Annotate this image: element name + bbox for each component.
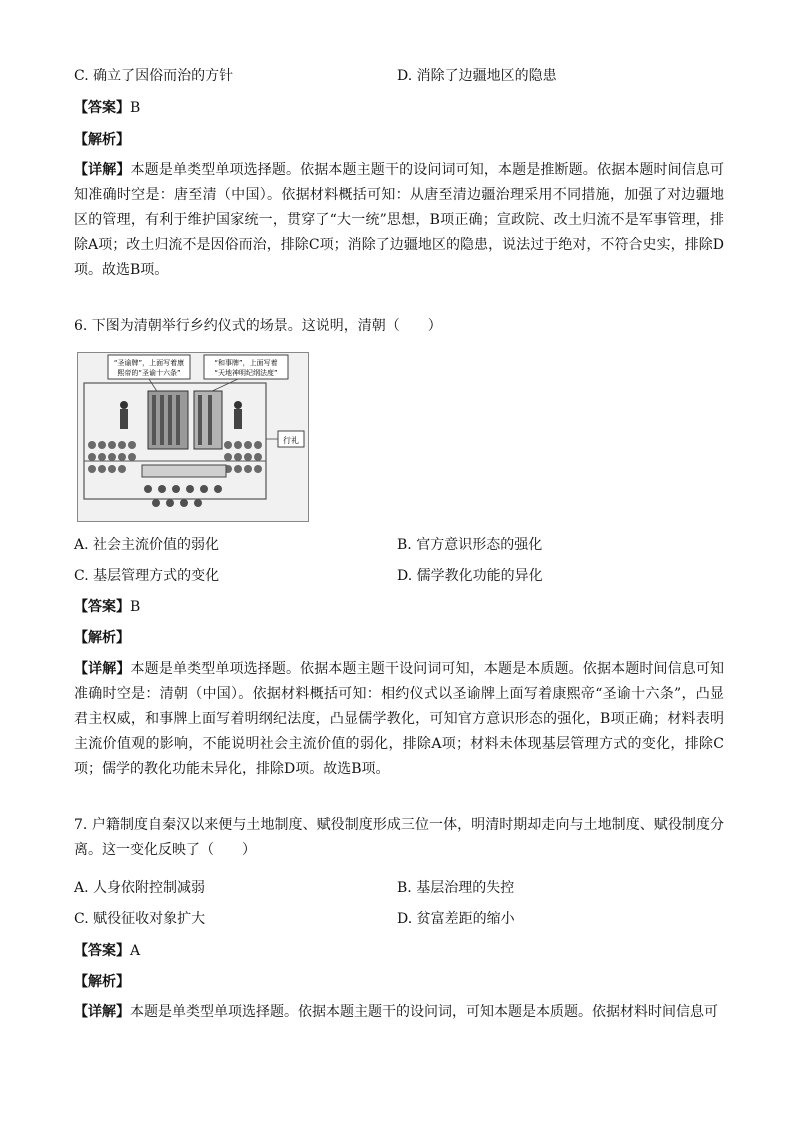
- q6-answer: [74, 597, 140, 617]
- label-left-2: 熙帝的“圣谕十六条”: [117, 369, 181, 377]
- q7-option-d[interactable]: D. 贫富差距的缩小: [397, 911, 515, 927]
- answer-value: B: [130, 599, 141, 615]
- ceremony-drawing: [78, 353, 308, 521]
- analysis-label: 【解析】: [74, 630, 130, 646]
- analysis-label: 【解析】: [74, 132, 130, 148]
- q5-detail: [74, 158, 724, 283]
- q6-detail: [74, 657, 724, 782]
- q6-option-d[interactable]: D. 儒学教化功能的异化: [397, 568, 543, 584]
- answer-value: B: [130, 100, 141, 116]
- q7-analysis-label: [74, 972, 130, 992]
- answer-value: A: [130, 943, 141, 959]
- detail-text: 本题是单类型单项选择题。依据本题主题干的设问词可知，本题是推断题。依据本题时间信息可知准确时空是：唐至清（中国）。依据材料概括可知：从唐至清边疆治理采用不同措施，加强了对边疆地区的管理，有利于维护国家统一，贯穿了“大一统”思想，B项正确；宣政院、改土归流不是军事管理，排除A项；改土归流不是因俗而治，排除C项；消除了边疆地区的隐患，说法过于绝对，不符合史实，排除D项。故选B项。: [74, 162, 725, 278]
- q6-option-c[interactable]: C. 基层管理方式的变化: [74, 568, 220, 584]
- detail-label: 【详解】: [74, 1004, 130, 1020]
- label-right-1: “和事牌”，上面写着: [214, 359, 278, 367]
- label-side: 行礼: [283, 436, 299, 445]
- q6-analysis-label: [74, 628, 130, 648]
- q7-stem: 7. 户籍制度自秦汉以来便与土地制度、赋役制度形成三位一体，明清时期却走向与土地制度、赋役制度分离。这一变化反映了（ ）: [74, 817, 724, 858]
- detail-text: 本题是单类型单项选择题。依据本题主题干设问词可知，本题是本质题。依据本题时间信息可知准确时空是：清朝（中国）。依据材料概括可知：相约仪式以圣谕牌上面写着康熙帝“圣谕十六条”，凸显君主权威，和事牌上面写着明纲纪法度，凸显儒学教化，可知官方意识形态的强化，B项正确；材料表明主流价值观的影响，不能说明社会主流价值的弱化，排除A项；材料未体现基层管理方式的变化，排除C项；儒学的教化功能未异化，排除D项。故选B项。: [74, 661, 725, 777]
- q7-option-b[interactable]: B. 基层治理的失控: [397, 880, 515, 896]
- q6-option-a[interactable]: A. 社会主流价值的弱化: [74, 537, 220, 553]
- label-right-2: “天地神明纪纲法度”: [214, 369, 278, 377]
- q5-option-d[interactable]: D. 消除了边疆地区的隐患: [397, 68, 557, 84]
- q5-analysis-label: [74, 130, 130, 150]
- q7-option-a[interactable]: A. 人身依附控制减弱: [74, 880, 206, 896]
- analysis-label: 【解析】: [74, 974, 130, 990]
- answer-label: 【答案】: [74, 100, 130, 116]
- q5-option-c[interactable]: C. 确立了因俗而治的方针: [74, 68, 234, 84]
- ceremony-illustration: [77, 352, 309, 522]
- answer-label: 【答案】: [74, 943, 130, 959]
- q7-option-c[interactable]: C. 赋役征收对象扩大: [74, 911, 206, 927]
- q5-answer: [74, 98, 140, 118]
- detail-text: 本题是单类型单项选择题。依据本题主题干的设问词，可知本题是本质题。依据材料时间信息可: [130, 1004, 718, 1020]
- q6-stem: 6. 下图为清朝举行乡约仪式的场景。这说明，清朝（ ）: [74, 318, 442, 334]
- q7-detail: [74, 1000, 724, 1025]
- q6-option-b[interactable]: B. 官方意识形态的强化: [397, 537, 543, 553]
- label-left-1: “圣谕牌”，上面写着康: [113, 359, 185, 367]
- answer-label: 【答案】: [74, 599, 130, 615]
- q7-answer: [74, 941, 140, 961]
- detail-label: 【详解】: [74, 661, 131, 677]
- detail-label: 【详解】: [74, 162, 131, 178]
